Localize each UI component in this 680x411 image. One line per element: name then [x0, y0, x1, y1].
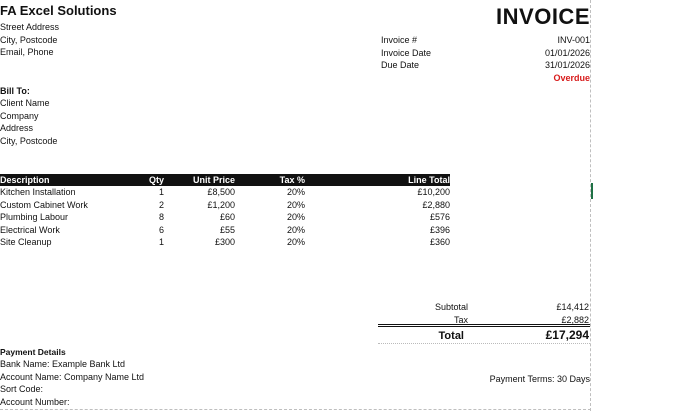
item-tax[interactable]: 20%: [286, 224, 305, 235]
payment-terms[interactable]: Payment Terms: 30 Days: [489, 374, 590, 384]
tax-value[interactable]: £2,882: [561, 314, 589, 325]
item-line-total[interactable]: £360: [429, 237, 450, 248]
total-divider-top: [378, 324, 590, 325]
item-tax[interactable]: 20%: [286, 187, 305, 197]
invoice-number-value[interactable]: INV-001: [557, 35, 590, 45]
table-row: [0, 199, 450, 212]
company-name: FA Excel Solutions: [0, 3, 117, 18]
item-unit-price[interactable]: £55: [219, 224, 235, 235]
page-break-vertical: [590, 0, 591, 411]
item-line-total[interactable]: £576: [429, 212, 450, 223]
table-header-row: [0, 174, 450, 186]
invoice-date-label: Invoice Date: [381, 47, 432, 58]
totals-values: [556, 301, 589, 326]
page-break-horizontal: [0, 409, 591, 410]
item-description[interactable]: Plumbing Labour: [0, 212, 69, 223]
item-unit-price[interactable]: £300: [214, 237, 235, 248]
client-company[interactable]: Company: [0, 110, 39, 121]
item-unit-price[interactable]: £60: [219, 212, 235, 223]
totals-labels: [380, 301, 468, 326]
bill-to-heading: Bill To:: [0, 86, 30, 96]
item-line-total[interactable]: £2,880: [422, 199, 450, 210]
item-qty[interactable]: 8: [158, 212, 164, 223]
item-qty[interactable]: 1: [158, 237, 164, 248]
item-line-total[interactable]: £10,200: [417, 187, 450, 197]
status-badge: Overdue: [553, 72, 590, 83]
bank-name[interactable]: Bank Name: Example Bank Ltd: [0, 359, 126, 369]
item-description[interactable]: Site Cleanup: [0, 237, 52, 248]
item-tax[interactable]: 20%: [286, 212, 305, 223]
invoice-meta-labels: [381, 34, 431, 72]
tax-label: Tax: [453, 314, 468, 325]
header-unit-price: Unit Price: [164, 174, 235, 186]
account-number[interactable]: Account Number:: [0, 396, 70, 407]
due-date-value[interactable]: 31/01/2026: [544, 60, 590, 71]
table-row: [0, 186, 450, 199]
item-tax[interactable]: 20%: [286, 237, 305, 248]
line-items-table: [0, 174, 450, 249]
item-qty[interactable]: 6: [158, 224, 164, 235]
invoice-date-value[interactable]: 01/01/2026: [544, 47, 590, 58]
table-row: [0, 236, 450, 249]
client-name[interactable]: Client Name: [0, 98, 50, 108]
sort-code[interactable]: Sort Code:: [0, 384, 44, 395]
company-contact: Email, Phone: [0, 47, 54, 58]
account-name[interactable]: Account Name: Company Name Ltd: [0, 371, 145, 382]
client-city[interactable]: City, Postcode: [0, 135, 58, 146]
invoice-meta-values: [545, 34, 590, 84]
header-description: Description: [0, 174, 140, 186]
due-date-label: Due Date: [381, 60, 420, 71]
company-city: City, Postcode: [0, 34, 58, 45]
bill-to-block: [0, 97, 57, 147]
total-divider: [378, 326, 590, 327]
table-row: [0, 224, 450, 237]
table-row: [0, 211, 450, 224]
item-unit-price[interactable]: £8,500: [207, 187, 235, 197]
company-address-block: [0, 21, 59, 59]
item-description[interactable]: Kitchen Installation: [0, 187, 76, 197]
header-qty: Qty: [140, 174, 164, 186]
item-qty[interactable]: 1: [158, 187, 164, 197]
header-line-total: Line Total: [305, 174, 450, 186]
grand-total-underline: [378, 343, 590, 344]
company-street: Street Address: [0, 22, 60, 32]
grand-total-label: Total: [438, 330, 464, 342]
grand-total-value[interactable]: £17,294: [545, 328, 589, 342]
client-address[interactable]: Address: [0, 123, 34, 134]
item-qty[interactable]: 2: [158, 199, 164, 210]
item-tax[interactable]: 20%: [286, 199, 305, 210]
subtotal-label: Subtotal: [434, 302, 468, 312]
invoice-number-label: Invoice #: [381, 35, 418, 45]
invoice-title: INVOICE: [496, 4, 590, 29]
item-line-total[interactable]: £396: [429, 224, 450, 235]
payment-details-heading: Payment Details: [0, 347, 66, 357]
header-tax: Tax %: [235, 174, 305, 186]
item-description[interactable]: Electrical Work: [0, 224, 60, 235]
item-description[interactable]: Custom Cabinet Work: [0, 199, 88, 210]
payment-details-block: [0, 358, 144, 408]
cell-selection-marker: [591, 183, 593, 199]
subtotal-value[interactable]: £14,412: [556, 302, 589, 312]
item-unit-price[interactable]: £1,200: [207, 199, 235, 210]
